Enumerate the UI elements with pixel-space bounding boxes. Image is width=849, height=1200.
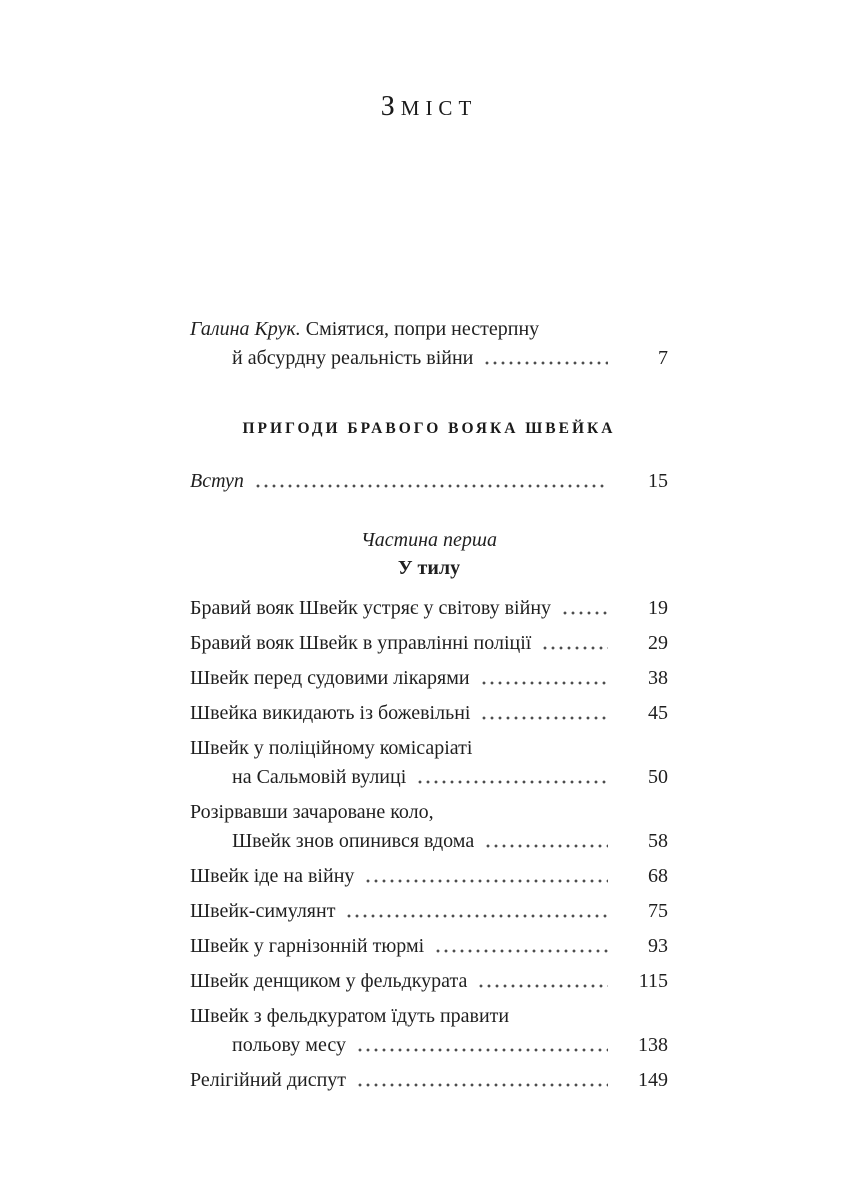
page-number: 50 xyxy=(648,766,668,788)
chapter-entry xyxy=(190,798,668,856)
preface-title-text: Сміятися, попри нестерпну xyxy=(305,318,540,340)
page-number: 19 xyxy=(648,597,668,619)
dot-leader xyxy=(418,780,608,784)
dot-leader xyxy=(358,1048,608,1052)
chapter-entry xyxy=(190,699,668,728)
chapter-entry xyxy=(190,664,668,693)
page-number: 138 xyxy=(638,1034,668,1056)
preface-title-continuation: й абсурдну реальність війни xyxy=(232,347,474,369)
contents-title xyxy=(190,88,668,127)
dot-leader xyxy=(482,716,608,720)
page-number: 7 xyxy=(658,347,668,369)
page-number: 93 xyxy=(648,935,668,957)
chapter-title: Швейк у гарнізонній тюрмі xyxy=(190,935,425,957)
preface-author: Галина Крук. xyxy=(190,318,301,340)
part-name: Частина перша xyxy=(361,529,497,551)
chapter-entry xyxy=(190,932,668,961)
dot-leader xyxy=(347,914,608,918)
chapter-title: Швейк іде на війну xyxy=(190,865,355,887)
dot-leader xyxy=(479,984,608,988)
chapter-entry xyxy=(190,862,668,891)
chapter-title: Швейк з фельдкуратом їдуть правити xyxy=(190,1005,510,1027)
chapter-entry xyxy=(190,734,668,792)
chapter-title: Швейк-симулянт xyxy=(190,900,336,922)
chapter-title: Швейк перед судовими лікарями xyxy=(190,667,470,689)
page-number: 75 xyxy=(648,900,668,922)
page-number: 29 xyxy=(648,632,668,654)
chapter-title: Швейк денщиком у фельдкурата xyxy=(190,970,468,992)
page-number: 68 xyxy=(648,865,668,887)
intro-row xyxy=(190,467,668,496)
chapter-title-continuation: Швейк знов опинився вдома xyxy=(232,830,475,852)
page-number: 115 xyxy=(638,970,668,992)
preface-line2-row xyxy=(190,344,668,373)
book-title-heading: ПРИГОДИ БРАВОГО ВОЯКА ШВЕЙКА xyxy=(242,420,616,437)
page-number: 45 xyxy=(648,702,668,724)
chapter-title: Бравий вояк Швейк в управлінні поліції xyxy=(190,632,532,654)
chapter-entry xyxy=(190,897,668,926)
part-heading xyxy=(190,526,668,582)
preface-line1 xyxy=(190,315,668,344)
dot-leader xyxy=(486,844,608,848)
chapter-entry xyxy=(190,594,668,623)
chapter-entry xyxy=(190,1002,668,1060)
dot-leader xyxy=(366,879,608,883)
chapter-entry xyxy=(190,967,668,996)
chapter-title: Швейк у поліційному комісаріаті xyxy=(190,737,473,759)
preface-entry xyxy=(190,315,668,373)
dot-leader xyxy=(482,681,608,685)
chapter-title-continuation: на Сальмовій вулиці xyxy=(232,766,407,788)
intro-entry xyxy=(190,467,668,496)
page-number: 15 xyxy=(648,470,668,492)
dot-leader xyxy=(256,484,608,488)
part-title: У тилу xyxy=(397,557,461,579)
dot-leader xyxy=(563,611,608,615)
page-number: 149 xyxy=(638,1069,668,1091)
contents-title-initial: З xyxy=(380,91,401,122)
chapter-title-continuation: польову месу xyxy=(232,1034,346,1056)
chapter-entry xyxy=(190,1066,668,1095)
dot-leader xyxy=(485,361,608,365)
chapter-title: Релігійний диспут xyxy=(190,1069,347,1091)
page-number: 58 xyxy=(648,830,668,852)
chapter-entry xyxy=(190,629,668,658)
dot-leader xyxy=(436,949,608,953)
chapter-title: Швейка викидають із божевільні xyxy=(190,702,471,724)
chapter-title: Розірвавши зачароване коло, xyxy=(190,801,434,823)
chapter-list xyxy=(190,594,668,1095)
contents-title-small-caps: МІСТ xyxy=(400,96,478,120)
page-number: 38 xyxy=(648,667,668,689)
dot-leader xyxy=(358,1083,608,1087)
dot-leader xyxy=(543,646,608,650)
intro-label: Вступ xyxy=(190,470,244,492)
chapter-title: Бравий вояк Швейк устряє у світову війну xyxy=(190,597,552,619)
